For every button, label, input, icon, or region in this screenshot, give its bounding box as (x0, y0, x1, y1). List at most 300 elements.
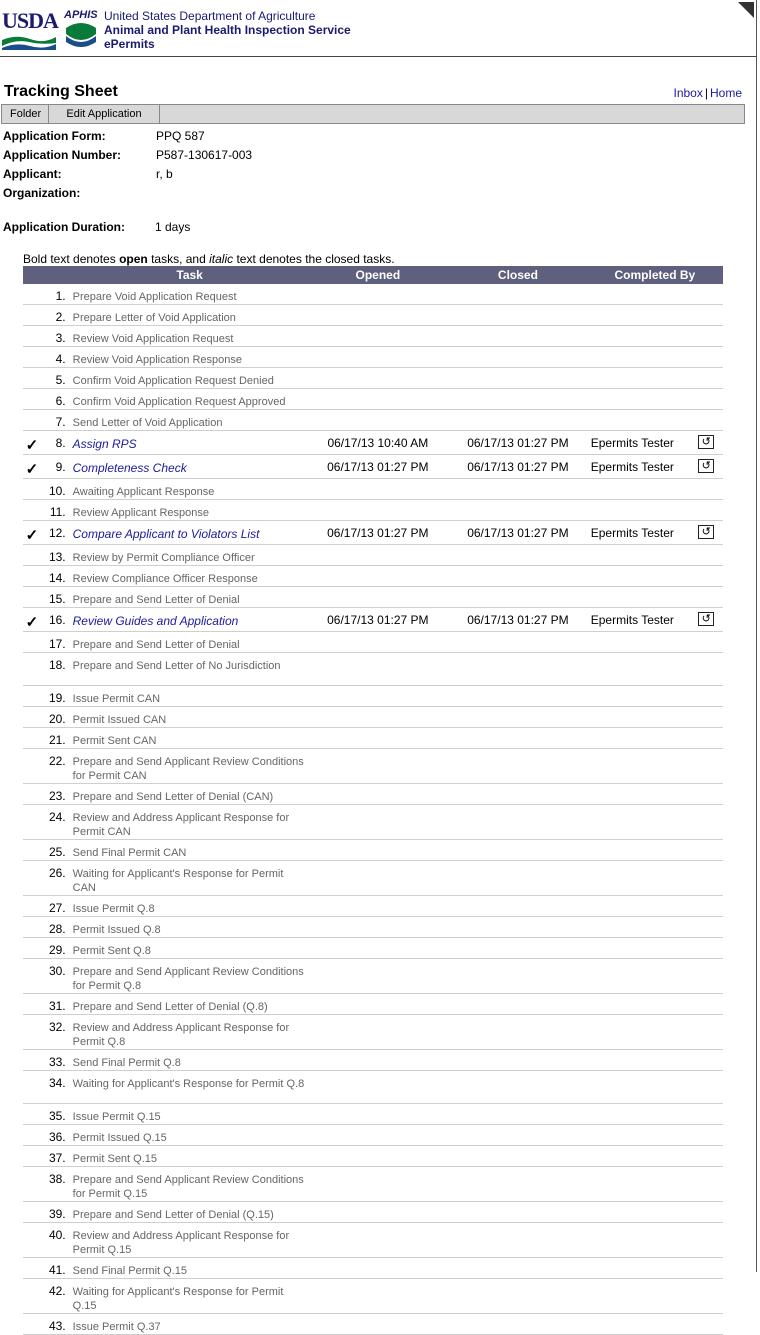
task-table-header (23, 266, 723, 284)
task-row (23, 431, 723, 455)
opened-date (307, 347, 450, 368)
task-row (23, 840, 723, 861)
completed-by (587, 1071, 690, 1104)
product-name: ePermits (104, 37, 155, 51)
completed-by (587, 500, 690, 521)
completed-by (587, 389, 690, 410)
closed-date (449, 994, 587, 1015)
closed-date (449, 1279, 587, 1314)
opened-date (307, 917, 450, 938)
task-number: 23. (41, 784, 73, 805)
task-name: Confirm Void Application Request Approved (73, 389, 307, 410)
task-row (23, 896, 723, 917)
task-number: 1. (41, 284, 73, 305)
task-row (23, 1314, 723, 1335)
task-number: 11. (41, 500, 73, 521)
task-number: 36. (41, 1125, 73, 1146)
opened-date (307, 566, 450, 587)
opened-date (307, 1279, 450, 1314)
task-number: 4. (41, 347, 73, 368)
completed-by (587, 686, 690, 707)
opened-date (307, 1071, 450, 1104)
legend-text (23, 252, 395, 266)
closed-date (449, 479, 587, 500)
task-number: 18. (41, 653, 73, 686)
task-table (23, 266, 723, 1335)
legend-open: open (119, 252, 148, 266)
task-row (23, 1104, 723, 1125)
closed-date (449, 347, 587, 368)
task-row (23, 959, 723, 994)
task-name: Prepare and Send Applicant Review Conditions for Permit CAN (73, 749, 307, 784)
undo-cell (689, 479, 723, 500)
header-blank (23, 266, 73, 284)
undo-cell (689, 959, 723, 994)
completed-by: Epermits Tester (587, 521, 690, 545)
task-name: Review by Permit Compliance Officer (73, 545, 307, 566)
legend-part-3: text denotes the closed tasks. (233, 252, 395, 266)
undo-cell (689, 728, 723, 749)
opened-date (307, 653, 450, 686)
completed-by (587, 1202, 690, 1223)
task-name: Permit Issued Q.15 (73, 1125, 307, 1146)
undo-icon[interactable]: ↺ (698, 459, 714, 473)
usda-waves-icon (2, 34, 56, 50)
closed-date (449, 840, 587, 861)
check-icon (23, 500, 41, 521)
closed-date (449, 545, 587, 566)
application-form-value: PPQ 587 (156, 129, 205, 143)
closed-date (449, 632, 587, 653)
closed-date (449, 784, 587, 805)
undo-cell (689, 1104, 723, 1125)
task-row (23, 653, 723, 686)
task-number: 21. (41, 728, 73, 749)
opened-date (307, 749, 450, 784)
check-icon (23, 707, 41, 728)
completed-by (587, 1279, 690, 1314)
closed-date (449, 500, 587, 521)
department-name: United States Department of Agriculture (104, 9, 316, 23)
undo-cell (689, 805, 723, 840)
completed-by: Epermits Tester (587, 608, 690, 632)
task-number: 14. (41, 566, 73, 587)
undo-cell (689, 994, 723, 1015)
completed-by (587, 545, 690, 566)
closed-date (449, 1146, 587, 1167)
task-name: Prepare Letter of Void Application (73, 305, 307, 326)
undo-cell (689, 653, 723, 686)
opened-date: 06/17/13 01:27 PM (307, 455, 450, 479)
opened-date (307, 861, 450, 896)
task-row (23, 326, 723, 347)
completed-by (587, 347, 690, 368)
closed-date (449, 305, 587, 326)
legend-italic: italic (209, 252, 234, 266)
task-row (23, 347, 723, 368)
check-icon (23, 840, 41, 861)
opened-date (307, 994, 450, 1015)
undo-cell (689, 1071, 723, 1104)
undo-cell (689, 707, 723, 728)
task-name: Waiting for Applicant's Response for Permit Q.8 (73, 1071, 307, 1104)
undo-cell (689, 749, 723, 784)
closed-date (449, 587, 587, 608)
check-icon (23, 1125, 41, 1146)
undo-cell (689, 1125, 723, 1146)
check-icon (23, 632, 41, 653)
task-name: Review Applicant Response (73, 500, 307, 521)
task-row (23, 305, 723, 326)
task-row (23, 284, 723, 305)
check-icon: ✓ (23, 521, 41, 545)
task-number: 10. (41, 479, 73, 500)
opened-date (307, 840, 450, 861)
undo-cell (689, 938, 723, 959)
application-number-value: P587-130617-003 (156, 148, 253, 162)
check-icon (23, 728, 41, 749)
task-name: Issue Permit Q.8 (73, 896, 307, 917)
folder-button[interactable]: Folder (2, 105, 49, 123)
closed-date (449, 1314, 587, 1335)
opened-date (307, 1314, 450, 1335)
opened-date (307, 389, 450, 410)
closed-date (449, 566, 587, 587)
task-name: Review and Address Applicant Response for Permit Q.15 (73, 1223, 307, 1258)
completed-by (587, 1125, 690, 1146)
closed-date (449, 653, 587, 686)
opened-date (307, 805, 450, 840)
legend-part-2: tasks, and (147, 252, 210, 266)
completed-by (587, 653, 690, 686)
undo-cell (689, 455, 723, 479)
check-icon (23, 305, 41, 326)
completed-by (587, 1146, 690, 1167)
task-number: 38. (41, 1167, 73, 1202)
undo-cell (689, 326, 723, 347)
undo-cell (689, 1314, 723, 1335)
opened-date (307, 728, 450, 749)
task-number: 7. (41, 410, 73, 431)
completed-by: Epermits Tester (587, 431, 690, 455)
legend-part-1: Bold text denotes (23, 252, 120, 266)
completed-by (587, 938, 690, 959)
link-separator: | (704, 86, 708, 100)
check-icon (23, 410, 41, 431)
check-icon (23, 917, 41, 938)
page-title: Tracking Sheet (4, 83, 118, 100)
task-name: Permit Sent Q.8 (73, 938, 307, 959)
task-name: Awaiting Applicant Response (73, 479, 307, 500)
undo-cell (689, 632, 723, 653)
opened-date (307, 784, 450, 805)
task-name: Review and Address Applicant Response for Permit Q.8 (73, 1015, 307, 1050)
task-number: 40. (41, 1223, 73, 1258)
closed-date (449, 1071, 587, 1104)
closed-date (449, 1015, 587, 1050)
check-icon (23, 994, 41, 1015)
task-name: Review and Address Applicant Response for Permit CAN (73, 805, 307, 840)
check-icon (23, 1223, 41, 1258)
task-row (23, 1015, 723, 1050)
closed-date (449, 389, 587, 410)
task-row (23, 410, 723, 431)
completed-by (587, 1223, 690, 1258)
task-name: Permit Sent Q.15 (73, 1146, 307, 1167)
task-number: 30. (41, 959, 73, 994)
closed-date (449, 1125, 587, 1146)
task-row (23, 1258, 723, 1279)
undo-icon[interactable]: ↺ (698, 435, 714, 449)
application-number-label: Application Number: (3, 148, 122, 162)
closed-date (449, 326, 587, 347)
task-name: Review Void Application Response (73, 347, 307, 368)
task-row (23, 917, 723, 938)
header-opened: Opened (307, 266, 450, 284)
task-row (23, 749, 723, 784)
organization-label: Organization: (3, 186, 81, 200)
undo-cell (689, 1015, 723, 1050)
closed-date (449, 1258, 587, 1279)
task-number: 3. (41, 326, 73, 347)
task-name[interactable]: Review Guides and Application (73, 608, 307, 632)
closed-date: 06/17/13 01:27 PM (449, 608, 587, 632)
task-row (23, 521, 723, 545)
opened-date (307, 479, 450, 500)
task-row (23, 1071, 723, 1104)
edit-application-button[interactable]: Edit Application (49, 105, 160, 123)
task-number: 43. (41, 1314, 73, 1335)
task-name: Send Final Permit CAN (73, 840, 307, 861)
check-icon (23, 1015, 41, 1050)
check-icon (23, 587, 41, 608)
application-duration-label: Application Duration: (3, 220, 125, 234)
completed-by (587, 1015, 690, 1050)
opened-date (307, 632, 450, 653)
undo-cell (689, 861, 723, 896)
undo-cell (689, 305, 723, 326)
opened-date (307, 545, 450, 566)
undo-cell (689, 608, 723, 632)
closed-date (449, 284, 587, 305)
completed-by: Epermits Tester (587, 455, 690, 479)
task-row (23, 728, 723, 749)
opened-date: 06/17/13 01:27 PM (307, 521, 450, 545)
completed-by (587, 896, 690, 917)
check-icon (23, 368, 41, 389)
opened-date (307, 500, 450, 521)
task-number: 31. (41, 994, 73, 1015)
task-row (23, 994, 723, 1015)
task-row (23, 1223, 723, 1258)
task-row (23, 632, 723, 653)
task-name[interactable]: Assign RPS (73, 431, 307, 455)
undo-cell (689, 587, 723, 608)
task-number: 15. (41, 587, 73, 608)
check-icon (23, 1146, 41, 1167)
closed-date (449, 368, 587, 389)
task-name: Send Final Permit Q.15 (73, 1258, 307, 1279)
task-row (23, 938, 723, 959)
task-number: 35. (41, 1104, 73, 1125)
check-icon (23, 1202, 41, 1223)
task-number: 6. (41, 389, 73, 410)
check-icon (23, 896, 41, 917)
task-number: 16. (41, 608, 73, 632)
inbox-link[interactable]: Inbox (673, 86, 703, 100)
task-number: 37. (41, 1146, 73, 1167)
task-number: 24. (41, 805, 73, 840)
task-table-body (23, 284, 723, 1335)
undo-icon[interactable]: ↺ (698, 612, 714, 626)
applicant-label: Applicant: (3, 167, 62, 181)
closed-date: 06/17/13 01:27 PM (449, 431, 587, 455)
task-number: 20. (41, 707, 73, 728)
task-number: 28. (41, 917, 73, 938)
opened-date (307, 1050, 450, 1071)
check-icon (23, 1314, 41, 1335)
completed-by (587, 840, 690, 861)
check-icon: ✓ (23, 608, 41, 632)
closed-date (449, 938, 587, 959)
check-icon: ✓ (23, 455, 41, 479)
header-task: Task (73, 266, 307, 284)
undo-cell (689, 284, 723, 305)
undo-cell (689, 500, 723, 521)
check-icon (23, 686, 41, 707)
task-number: 42. (41, 1279, 73, 1314)
task-number: 26. (41, 861, 73, 896)
undo-cell (689, 368, 723, 389)
undo-cell (689, 1146, 723, 1167)
opened-date (307, 284, 450, 305)
closed-date (449, 1104, 587, 1125)
task-number: 17. (41, 632, 73, 653)
application-duration-value: 1 days (155, 220, 191, 234)
closed-date (449, 749, 587, 784)
closed-date (449, 728, 587, 749)
closed-date (449, 686, 587, 707)
task-name: Issue Permit CAN (73, 686, 307, 707)
completed-by (587, 632, 690, 653)
task-number: 2. (41, 305, 73, 326)
check-icon (23, 805, 41, 840)
opened-date: 06/17/13 01:27 PM (307, 608, 450, 632)
closed-date (449, 917, 587, 938)
opened-date (307, 686, 450, 707)
check-icon (23, 749, 41, 784)
task-number: 22. (41, 749, 73, 784)
task-row (23, 1125, 723, 1146)
closed-date (449, 861, 587, 896)
home-link[interactable]: Home (709, 86, 742, 100)
closed-date: 06/17/13 01:27 PM (449, 521, 587, 545)
opened-date (307, 707, 450, 728)
opened-date (307, 959, 450, 994)
task-number: 27. (41, 896, 73, 917)
site-header (0, 0, 757, 57)
application-form-label: Application Form: (3, 129, 106, 143)
undo-cell (689, 431, 723, 455)
task-name[interactable]: Completeness Check (73, 455, 307, 479)
opened-date (307, 1167, 450, 1202)
check-icon (23, 784, 41, 805)
task-row (23, 1146, 723, 1167)
completed-by (587, 1258, 690, 1279)
task-row (23, 545, 723, 566)
task-name: Prepare and Send Applicant Review Conditions for Permit Q.15 (73, 1167, 307, 1202)
task-row (23, 707, 723, 728)
task-number: 33. (41, 1050, 73, 1071)
task-name: Issue Permit Q.37 (73, 1314, 307, 1335)
undo-cell (689, 389, 723, 410)
task-name: Send Final Permit Q.8 (73, 1050, 307, 1071)
completed-by (587, 994, 690, 1015)
task-name: Prepare and Send Letter of Denial (73, 587, 307, 608)
task-number: 32. (41, 1015, 73, 1050)
task-name: Waiting for Applicant's Response for Permit Q.15 (73, 1279, 307, 1314)
check-icon (23, 1071, 41, 1104)
undo-cell (689, 545, 723, 566)
check-icon (23, 545, 41, 566)
check-icon (23, 347, 41, 368)
opened-date (307, 1146, 450, 1167)
task-name: Prepare and Send Letter of No Jurisdiction (73, 653, 307, 686)
check-icon (23, 1279, 41, 1314)
task-name: Permit Sent CAN (73, 728, 307, 749)
check-icon (23, 326, 41, 347)
closed-date: 06/17/13 01:27 PM (449, 455, 587, 479)
opened-date (307, 587, 450, 608)
completed-by (587, 326, 690, 347)
completed-by (587, 410, 690, 431)
opened-date (307, 1125, 450, 1146)
opened-date (307, 326, 450, 347)
check-icon (23, 861, 41, 896)
check-icon (23, 938, 41, 959)
completed-by (587, 749, 690, 784)
undo-cell (689, 566, 723, 587)
task-name: Prepare and Send Letter of Denial (Q.15) (73, 1202, 307, 1223)
task-name: Review Compliance Officer Response (73, 566, 307, 587)
task-row (23, 1167, 723, 1202)
opened-date (307, 896, 450, 917)
task-row (23, 805, 723, 840)
task-name: Confirm Void Application Request Denied (73, 368, 307, 389)
undo-cell (689, 686, 723, 707)
closed-date (449, 959, 587, 994)
task-number: 39. (41, 1202, 73, 1223)
undo-icon[interactable]: ↺ (698, 525, 714, 539)
closed-date (449, 1202, 587, 1223)
closed-date (449, 896, 587, 917)
task-number: 29. (41, 938, 73, 959)
opened-date: 06/17/13 10:40 AM (307, 431, 450, 455)
task-name[interactable]: Compare Applicant to Violators List (73, 521, 307, 545)
opened-date (307, 305, 450, 326)
undo-cell (689, 1167, 723, 1202)
task-row (23, 1279, 723, 1314)
completed-by (587, 728, 690, 749)
task-number: 9. (41, 455, 73, 479)
closed-date (449, 410, 587, 431)
completed-by (587, 1167, 690, 1202)
opened-date (307, 368, 450, 389)
completed-by (587, 368, 690, 389)
closed-date (449, 1223, 587, 1258)
check-icon: ✓ (23, 431, 41, 455)
task-name: Waiting for Applicant's Response for Permit CAN (73, 861, 307, 896)
